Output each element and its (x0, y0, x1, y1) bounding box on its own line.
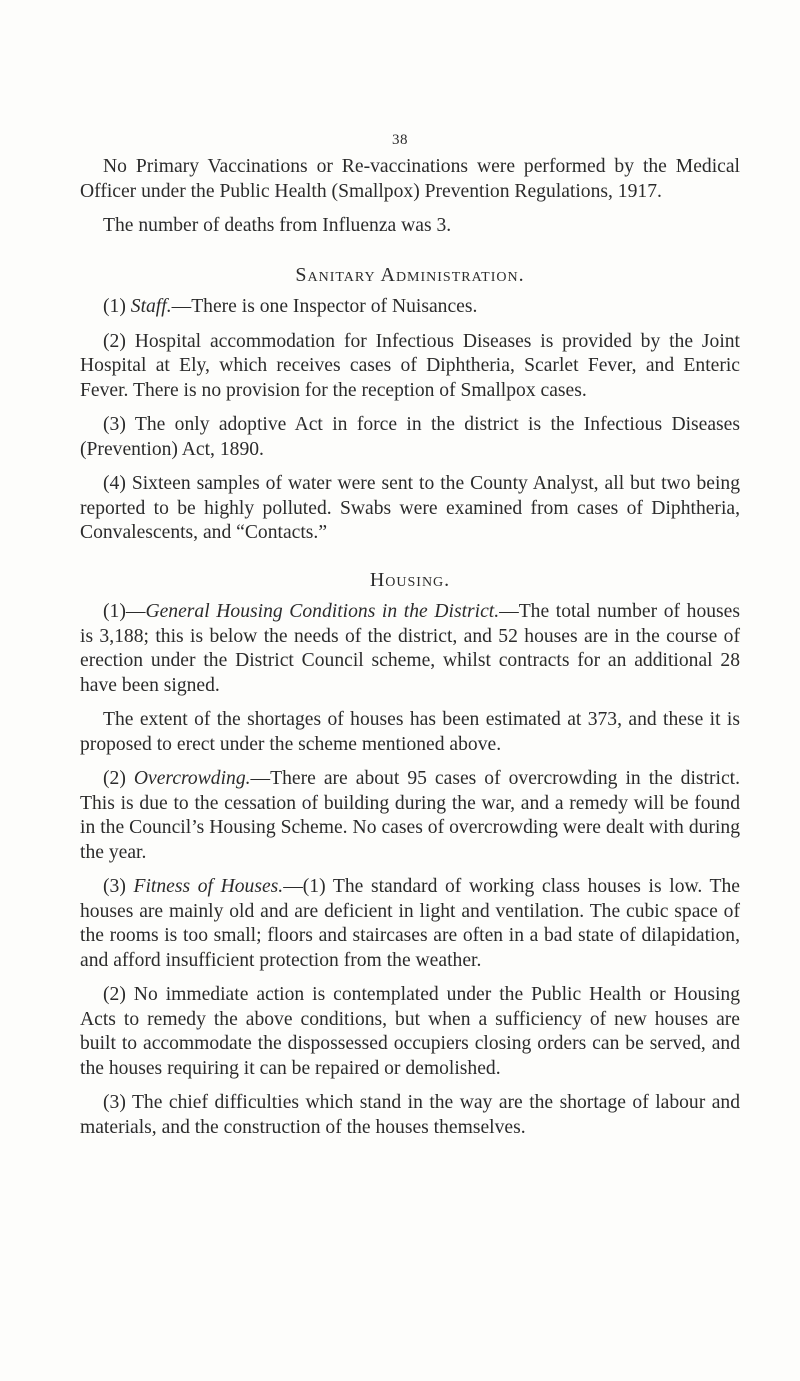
page-number: 38 (392, 132, 408, 148)
hospital-number: (2) (103, 330, 126, 352)
general-number: (1)— (103, 601, 146, 622)
overcrowding-text: —There are about 95 cases of overcrowding in the district. This is due to the cessation of building during the war, and a remedy will be found in the Council’s Housing Scheme. No cases of overcrowding were dealt with during the year. (80, 768, 740, 863)
staff-label: Staff. (130, 296, 172, 317)
adoptive-number: (3) (103, 414, 126, 435)
fitness-text: —(1) The standard of working class houses is low. The houses are mainly old and are deficient in light and ventilation. The cubic space of the rooms is too small; floors and staircases are often in a bad state of dilapidation, and afford insufficient protection from the weather. (80, 876, 740, 971)
sanitary-administration-heading: Sanitary Administration. (295, 263, 525, 286)
no-action-paragraph: (2) No immediate action is contemplated under the Public Health or Housing Acts to remedy the above conditions, but when a sufficiency of new houses are built to accommodate the dispossessed occupiers closing orders can be served, and the houses requiring it can be repaired or demolished. (80, 984, 740, 1079)
adoptive-text: The only adoptive Act in force in the district is the Infectious Diseases (Prevention) Act, 1890. (80, 414, 740, 460)
general-text: —The total number of houses is 3,188; this is below the needs of the district, and 52 houses are in the course of erection under the District Council scheme, whilst contracts for an additional 28 have been signed. (80, 601, 740, 696)
staff-number: (1) (103, 296, 126, 317)
difficulties-paragraph: (3) The chief difficulties which stand in the way are the shortage of labour and materials, and the construction of the houses themselves. (80, 1092, 740, 1138)
overcrowding-label: Overcrowding. (133, 768, 251, 789)
fitness-number: (3) (103, 876, 126, 897)
influenza-paragraph: The number of deaths from Influenza was 3. (103, 215, 452, 236)
water-samples-paragraph (80, 472, 740, 546)
report-body (80, 155, 740, 1150)
fitness-label: Fitness of Houses. (133, 876, 284, 897)
housing-heading: Housing. (369, 568, 451, 591)
adoptive-act-paragraph (80, 413, 740, 462)
fitness-paragraph (80, 875, 740, 973)
overcrowding-paragraph (80, 767, 740, 865)
samples-number: (4) (103, 473, 126, 494)
hospital-text: Hospital accommodation for Infectious Diseases is provided by the Joint Hospital at Ely, which receives cases of Diphtheria, Scarlet Fever, and Enteric Fever. There is no provision for the reception of Smallpox cases. (80, 330, 740, 401)
hospital-paragraph (80, 330, 740, 404)
samples-text: Sixteen samples of water were sent to the County Analyst, all but two being reported to be highly polluted. Swabs were examined from cases of Diphtheria, Convalescents, and “Contacts.” (80, 473, 741, 543)
general-label: General Housing Conditions in the District. (145, 601, 500, 622)
general-housing-paragraph (80, 600, 740, 698)
shortage-paragraph: The extent of the shortages of houses has been estimated at 373, and these it is proposed to erect under the scheme mentioned above. (80, 709, 740, 755)
vaccination-paragraph: No Primary Vaccinations or Re-vaccinations were performed by the Medical Officer under the Public Health (Smallpox) Prevention Regulations, 1917. (80, 156, 740, 202)
overcrowding-number: (2) (103, 768, 126, 789)
staff-paragraph (80, 295, 740, 320)
staff-text: —There is one Inspector of Nuisances. (171, 296, 478, 317)
